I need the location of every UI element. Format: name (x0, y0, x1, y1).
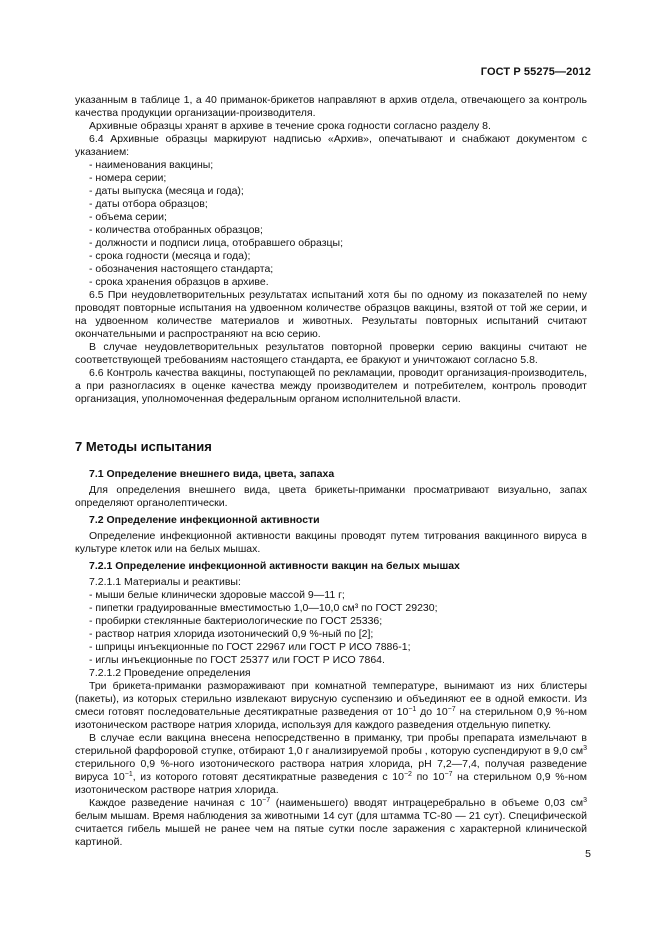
paragraph: Каждое разведение начиная с $10^{-7}$ (наименьшего) вводят интрацеребрально в объеме 0,03 $см^3$ белым мышам. Время наблюдения за животными 14 сут (для штамма ТС-80 — 21 сут). Специфической считается гибель мышей не ранее чем на пятые сутки после заражения с характерной клинической картиной. (75, 797, 587, 848)
paragraph: В случае если вакцина внесена непосредственно в приманку, три пробы препарата измельчают в стерильной фарфоровой ступке, отбирают 1,0 г анализируемой пробы , которую суспендируют в 9,0 $см^3$ стерильного 0,9 %-ного изотонического раствора натрия хлорида, рН 7,2—7,4, получая разведение вируса $10^{-1}$, из которого готовят десятикратные разведения с $10^{-2}$ по $10^{-7}$ на стерильном 0,9 %-ном изотоническом растворе натрия хлорида. (75, 732, 587, 796)
section-7-1-heading: 7.1 Определение внешнего вида, цвета, запаха (89, 468, 335, 480)
list-item: - мыши белые клинически здоровые массой 9—11 г; (89, 589, 345, 601)
list-item: - количества отобранных образцов; (89, 224, 263, 236)
list-item: - обозначения настоящего стандарта; (89, 263, 274, 275)
paragraph: Для определения внешнего вида, цвета брикеты-приманки просматривают визуально, запах определяют органолептически. (75, 484, 587, 509)
page-header: ГОСТ Р 55275—2012 (480, 66, 591, 78)
list-item: - наименования вакцины; (89, 159, 214, 171)
list-item: - даты выпуска (месяца и года); (89, 185, 244, 197)
list-item: - шприцы инъекционные по ГОСТ 22967 или ГОСТ Р ИСО 7886-1; (89, 641, 411, 653)
paragraph: указанным в таблице 1, а 40 приманок-брикетов направляют в архив отдела, отвечающего за контроль качества продукции организации-производителя. (75, 94, 587, 119)
paragraph: Три брикета-приманки размораживают при комнатной температуре, вынимают из них блистеры (пакеты), из которых стерильно извлекают вирусную суспензию и объединяют ее в одной емкости. Из смеси готовят последовательные десятикратные разведения от $10^{-1}$ до $10^{-7}$ на стерильном 0,9 %-ном изотоническом растворе натрия хлорида, используя для каждого разведения отдельную пипетку. (75, 680, 588, 731)
list-item: - пипетки градуированные вместимостью 1,0—10,0 см³ по ГОСТ 29230; (89, 602, 438, 614)
clause-6-4: 6.4 Архивные образцы маркируют надписью «Архив», опечатывают и снабжают документом с указанием: (75, 133, 587, 158)
section-7-2-1-heading: 7.2.1 Определение инфекционной активности вакцин на белых мышах (89, 560, 460, 572)
clause-7-2-1-1: 7.2.1.1 Материалы и реактивы: (89, 576, 241, 588)
label-list (75, 159, 587, 289)
section-7-2-heading: 7.2 Определение инфекционной активности (89, 514, 320, 526)
section-7-heading: 7 Методы испытания (75, 439, 212, 454)
paragraph: В случае неудовлетворительных результатов повторной проверки серию вакцины считают не соответствующей требованиям настоящего стандарта, ее бракуют и уничтожают согласно 5.8. (75, 341, 587, 366)
paragraph: Определение инфекционной активности вакцины проводят путем титрования вакцинного вируса в культуре клеток или на белых мышах. (75, 530, 587, 555)
materials-list (75, 589, 587, 667)
list-item: - номера серии; (89, 172, 167, 184)
list-item: - должности и подписи лица, отобравшего образцы; (89, 237, 343, 249)
list-item: - даты отбора образцов; (89, 198, 208, 210)
clause-7-2-1-2: 7.2.1.2 Проведение определения (89, 667, 251, 679)
list-item: - срока хранения образцов в архиве. (89, 276, 269, 288)
list-item: - раствор натрия хлорида изотонический 0,9 %-ный по [2]; (89, 628, 374, 640)
list-item: - иглы инъекционные по ГОСТ 25377 или ГОСТ Р ИСО 7864. (89, 654, 385, 666)
paragraph: Архивные образцы хранят в архиве в течение срока годности согласно разделу 8. (89, 120, 491, 132)
clause-6-5: 6.5 При неудовлетворительных результатах испытаний хотя бы по одному из показателей по нему проводят повторные испытания на удвоенном количестве образцов вакцины, взятой от той же серии, и на удвоенном количестве материалов и животных. Результаты повторных испытаний считают окончательными и распространяют на всю серию. (75, 289, 587, 340)
list-item: - пробирки стеклянные бактериологические по ГОСТ 25336; (89, 615, 383, 627)
page-content (75, 94, 587, 849)
list-item: - объема серии; (89, 211, 167, 223)
list-item: - срока годности (месяца и года); (89, 250, 251, 262)
page-number: 5 (585, 848, 591, 860)
clause-6-6: 6.6 Контроль качества вакцины, поступающей по рекламации, проводит организация-производитель, а при разногласиях в оценке качества между производителем и потребителем, контроль проводит организация, уполномоченная федеральным органом исполнительной власти. (75, 367, 587, 405)
